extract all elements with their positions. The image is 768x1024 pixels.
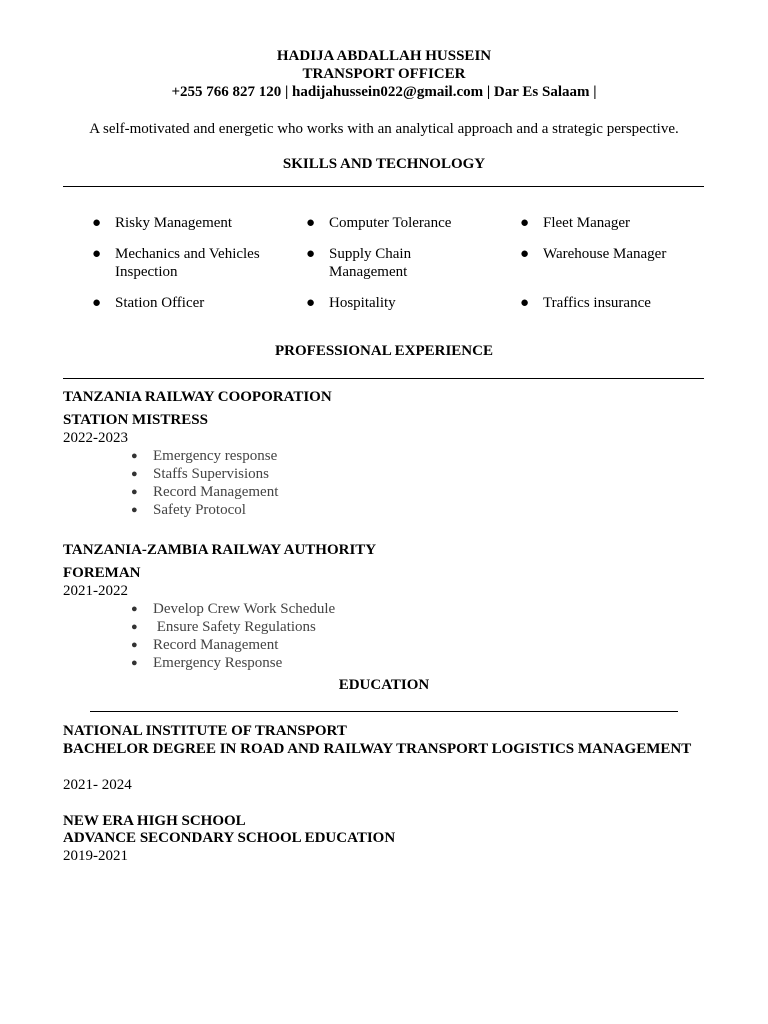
skill-label: Fleet Manager (543, 215, 631, 231)
skills-heading: SKILLS AND TECHNOLOGY (282, 156, 486, 172)
degree-program: ADVANCE SECONDARY SCHOOL EDUCATION (63, 830, 396, 846)
job-years: 2021-2022 (63, 583, 128, 599)
duty-item: ● Emergency Response (131, 654, 335, 672)
bullet-icon: ● (520, 215, 530, 231)
company-name: TANZANIA-ZAMBIA RAILWAY AUTHORITY (63, 542, 377, 558)
education-heading: EDUCATION (338, 677, 430, 693)
job-role: FOREMAN (63, 565, 141, 581)
duty-item: ● Develop Crew Work Schedule (131, 600, 335, 618)
experience-divider (63, 378, 704, 379)
school-name: NATIONAL INSTITUTE OF TRANSPORT (63, 723, 347, 739)
duty-item: ● Ensure Safety Regulations (131, 618, 335, 636)
skill-item (520, 294, 723, 312)
duty-list (131, 600, 335, 672)
skill-item (92, 245, 280, 281)
bullet-icon: ● (306, 246, 316, 262)
skill-item (306, 294, 509, 312)
skill-item (520, 214, 723, 232)
school-name: NEW ERA HIGH SCHOOL (63, 813, 246, 829)
contact-line: +255 766 827 120 | hadijahussein022@gmail.com | Dar Es Salaam | (171, 84, 597, 100)
skill-label: Hospitality (329, 295, 396, 311)
skill-label: Risky Management (115, 215, 233, 231)
skill-label: Traffics insurance (543, 295, 651, 311)
skill-item (520, 245, 723, 263)
duty-item: ● Staffs Supervisions (131, 465, 278, 483)
duty-item: ● Record Management (131, 636, 335, 654)
duty-list (131, 447, 278, 519)
duty-item: ● Safety Protocol (131, 501, 278, 519)
bullet-icon: ● (92, 246, 102, 262)
skill-item (92, 294, 295, 312)
education-years: 2019-2021 (63, 848, 128, 864)
bullet-icon: ● (92, 295, 102, 311)
experience-heading: PROFESSIONAL EXPERIENCE (275, 343, 493, 359)
skills-divider (63, 186, 704, 187)
company-name: TANZANIA RAILWAY COOPORATION (63, 389, 332, 405)
bullet-icon: ● (306, 215, 316, 231)
resume-header (0, 47, 768, 101)
job-years: 2022-2023 (63, 430, 128, 446)
skill-label: Supply Chain Management (329, 246, 412, 280)
bullet-icon: ● (520, 246, 530, 262)
bullet-icon: ● (306, 295, 316, 311)
job-role: STATION MISTRESS (63, 412, 208, 428)
skill-label: Mechanics and Vehicles Inspection (115, 246, 260, 280)
skill-item (92, 214, 295, 232)
duty-item: ● Emergency response (131, 447, 278, 465)
education-divider (90, 711, 678, 712)
skill-label: Warehouse Manager (543, 246, 667, 262)
skill-label: Computer Tolerance (329, 215, 452, 231)
degree-program: BACHELOR DEGREE IN ROAD AND RAILWAY TRANSPORT LOGISTICS MANAGEMENT (63, 741, 692, 757)
summary-statement: A self-motivated and energetic who works with an analytical approach and a strategic perspective. (89, 121, 679, 137)
bullet-icon: ● (92, 215, 102, 231)
job-title: TRANSPORT OFFICER (302, 66, 466, 82)
skill-label: Station Officer (115, 295, 205, 311)
skill-item (306, 245, 449, 281)
candidate-name: HADIJA ABDALLAH HUSSEIN (276, 48, 492, 64)
skill-item (306, 214, 509, 232)
duty-item: ● Record Management (131, 483, 278, 501)
education-years: 2021- 2024 (63, 777, 132, 793)
bullet-icon: ● (520, 295, 530, 311)
